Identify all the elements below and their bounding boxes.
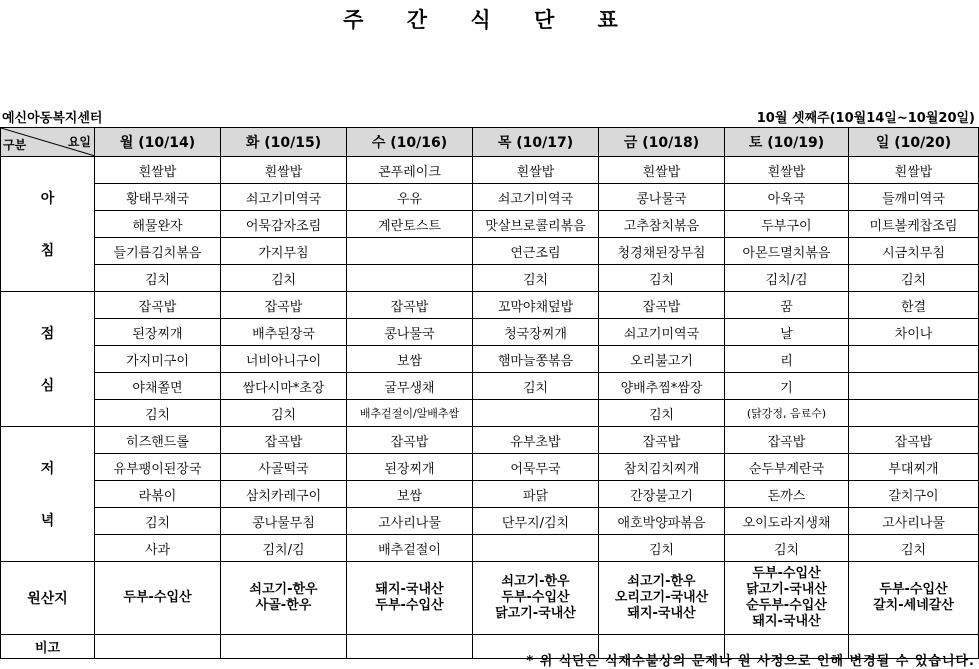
menu-item: 잡곡밥 [599,427,725,454]
menu-item: 흰쌀밥 [221,157,347,184]
menu-item: 흰쌀밥 [725,157,849,184]
dinner-label-top: 저 [40,461,55,477]
menu-item: 꿈 [725,292,849,319]
menu-item: 흰쌀밥 [95,157,221,184]
breakfast-label-top: 아 [40,191,55,207]
menu-item: 김치 [473,265,599,292]
dinner-row [1,454,979,481]
menu-item: 잡곡밥 [221,427,347,454]
menu-item: 김치 [473,373,599,400]
origin-line: 사골-한우 [255,598,312,613]
menu-item: 갈치구이 [849,481,979,508]
origin-cell [347,562,473,635]
lunch-row [1,319,979,346]
day-header-wed: 수 (10/16) [347,128,473,157]
menu-item: 쌈다시마*초장 [221,373,347,400]
origin-line: 돼지-국내산 [375,582,444,597]
menu-item: 김치 [95,400,221,427]
origin-line: 오리고기-국내산 [614,590,709,605]
lunch-row [1,346,979,373]
menu-item: 라볶이 [95,481,221,508]
menu-item: 잡곡밥 [725,427,849,454]
menu-item: (닭강정, 음료수) [725,400,849,427]
origin-line: 두부-수입산 [123,590,192,605]
breakfast-row [1,211,979,238]
menu-item [849,400,979,427]
dinner-label [1,427,95,562]
meal-body [1,157,979,562]
menu-item [347,265,473,292]
menu-item: 삼치카레구이 [221,481,347,508]
menu-item [347,238,473,265]
lunch-row [1,292,979,319]
dinner-label-bottom: 녁 [40,513,55,529]
menu-item: 간장불고기 [599,481,725,508]
origin-line: 돼지-국내산 [627,606,696,621]
menu-item: 잡곡밥 [347,427,473,454]
day-header-sun: 일 (10/20) [849,128,979,157]
corner-cell [1,128,95,157]
menu-item: 콘푸레이크 [347,157,473,184]
origin-cell [849,562,979,635]
remarks-cell [95,635,221,659]
origin-line: 닭고기-국내산 [746,582,827,597]
menu-item [473,400,599,427]
menu-item [849,373,979,400]
organization-name: 예신아동복지센터 [2,111,103,126]
lunch-label-bottom: 심 [40,378,55,394]
menu-item: 흰쌀밥 [473,157,599,184]
menu-item: 잡곡밥 [849,427,979,454]
menu-item: 기 [725,373,849,400]
origin-label: 원산지 [1,562,95,635]
menu-item: 단무지/김치 [473,508,599,535]
menu-item: 돈까스 [725,481,849,508]
origin-line: 돼지-국내산 [752,614,821,629]
menu-item: 야채쫄면 [95,373,221,400]
lunch-row [1,400,979,427]
menu-item: 김치/김 [725,265,849,292]
menu-item [473,535,599,562]
menu-item: 김치 [221,265,347,292]
menu-item: 김치 [95,265,221,292]
origin-line: 두부-수입산 [879,582,948,597]
dinner-row [1,481,979,508]
menu-item: 고추참치볶음 [599,211,725,238]
menu-item: 김치/김 [221,535,347,562]
menu-item: 된장찌개 [95,319,221,346]
menu-item: 두부구이 [725,211,849,238]
header-row [1,128,979,157]
menu-item: 콩나물국 [599,184,725,211]
menu-item: 해물완자 [95,211,221,238]
menu-item: 흰쌀밥 [849,157,979,184]
breakfast-row [1,157,979,184]
menu-item: 들깨미역국 [849,184,979,211]
page-title: 주 간 식 단 표 [343,8,636,32]
origin-row [1,562,979,635]
menu-item: 들기름김치볶음 [95,238,221,265]
menu-item: 청경채된장무침 [599,238,725,265]
menu-item: 보쌈 [347,346,473,373]
menu-item: 어묵감자조림 [221,211,347,238]
menu-item: 흰쌀밥 [599,157,725,184]
menu-item: 리 [725,346,849,373]
menu-item: 부대찌개 [849,454,979,481]
origin-line: 두부-수입산 [375,598,444,613]
dinner-row [1,427,979,454]
menu-item: 콩나물무침 [221,508,347,535]
menu-item: 차이나 [849,319,979,346]
origin-line: 닭고기-국내산 [495,606,576,621]
menu-item: 굴무생채 [347,373,473,400]
menu-item: 파닭 [473,481,599,508]
remarks-cell [221,635,347,659]
menu-item: 시금치무침 [849,238,979,265]
menu-item: 우유 [347,184,473,211]
origin-line: 두부-수입산 [752,566,821,581]
dinner-row [1,535,979,562]
breakfast-label [1,157,95,292]
origin-line: 순두부-수입산 [746,598,827,613]
category-label: 구분 [3,138,27,152]
day-header-fri: 금 (10/18) [599,128,725,157]
menu-item: 김치 [599,535,725,562]
menu-item [849,346,979,373]
menu-item: 사과 [95,535,221,562]
menu-item: 배추겉절이 [347,535,473,562]
remarks-cell [347,635,473,659]
menu-item: 김치 [599,265,725,292]
menu-item: 계란토스트 [347,211,473,238]
menu-item: 김치 [221,400,347,427]
menu-item: 양배추찜*쌈장 [599,373,725,400]
menu-item: 쇠고기미역국 [599,319,725,346]
menu-item: 고사리나물 [347,508,473,535]
lunch-label-top: 점 [40,326,55,342]
menu-item: 배추된장국 [221,319,347,346]
menu-item: 김치 [725,535,849,562]
menu-item: 김치 [599,400,725,427]
origin-cell [95,562,221,635]
menu-item: 보쌈 [347,481,473,508]
origin-cell [221,562,347,635]
menu-item: 히즈핸드롤 [95,427,221,454]
menu-item: 아욱국 [725,184,849,211]
origin-cell [725,562,849,635]
menu-item: 김치 [95,508,221,535]
menu-item: 김치 [849,535,979,562]
menu-item: 유부팽이된장국 [95,454,221,481]
menu-item: 애호박양파볶음 [599,508,725,535]
menu-item: 쇠고기미역국 [221,184,347,211]
menu-item: 청국장찌개 [473,319,599,346]
menu-item: 꼬막야채덮밥 [473,292,599,319]
menu-item: 잡곡밥 [95,292,221,319]
menu-item: 사골떡국 [221,454,347,481]
menu-item: 날 [725,319,849,346]
day-header-mon: 월 (10/14) [95,128,221,157]
breakfast-label-bottom: 침 [40,243,55,259]
menu-item: 오리불고기 [599,346,725,373]
origin-line: 두부-수입산 [501,590,570,605]
menu-item: 김치 [849,265,979,292]
menu-item: 황태무채국 [95,184,221,211]
menu-item: 참치김치찌개 [599,454,725,481]
menu-item: 연근조림 [473,238,599,265]
menu-item: 콩나물국 [347,319,473,346]
origin-line: 쇠고기-한우 [501,574,570,589]
menu-item: 햄마늘쫑볶음 [473,346,599,373]
origin-line: 쇠고기-한우 [249,582,318,597]
breakfast-row [1,238,979,265]
menu-item: 잡곡밥 [347,292,473,319]
menu-item: 쇠고기미역국 [473,184,599,211]
menu-item: 오이도라지생채 [725,508,849,535]
menu-item: 한결 [849,292,979,319]
dinner-row [1,508,979,535]
menu-item: 맛살브로콜리볶음 [473,211,599,238]
menu-item: 배추겉절이/알배추쌈 [347,400,473,427]
day-header-sat: 토 (10/19) [725,128,849,157]
origin-cell [473,562,599,635]
menu-item: 된장찌개 [347,454,473,481]
menu-item: 너비아니구이 [221,346,347,373]
weekly-menu-table [0,127,979,659]
menu-item: 가지무침 [221,238,347,265]
breakfast-row [1,265,979,292]
menu-item: 미트볼케찹조림 [849,211,979,238]
origin-cell [599,562,725,635]
menu-item: 잡곡밥 [599,292,725,319]
menu-item: 고사리나물 [849,508,979,535]
day-header-thu: 목 (10/17) [473,128,599,157]
week-range: 10월 셋째주(10월14일~10월20일) [756,111,975,126]
day-header-tue: 화 (10/15) [221,128,347,157]
origin-line: 갈치-세네갈산 [873,598,954,613]
weekday-label: 요일 [67,135,91,149]
lunch-label [1,292,95,427]
remarks-label: 비고 [1,635,95,659]
menu-item: 유부초밥 [473,427,599,454]
menu-item: 아몬드멸치볶음 [725,238,849,265]
lunch-row [1,373,979,400]
menu-item: 잡곡밥 [221,292,347,319]
origin-line: 쇠고기-한우 [627,574,696,589]
menu-item: 어묵무국 [473,454,599,481]
menu-item: 가지미구이 [95,346,221,373]
menu-item: 순두부계란국 [725,454,849,481]
change-notice: * 위 식단은 식재수불상의 문제나 원 사정으로 인해 변경될 수 있습니다. [526,654,975,669]
breakfast-row [1,184,979,211]
